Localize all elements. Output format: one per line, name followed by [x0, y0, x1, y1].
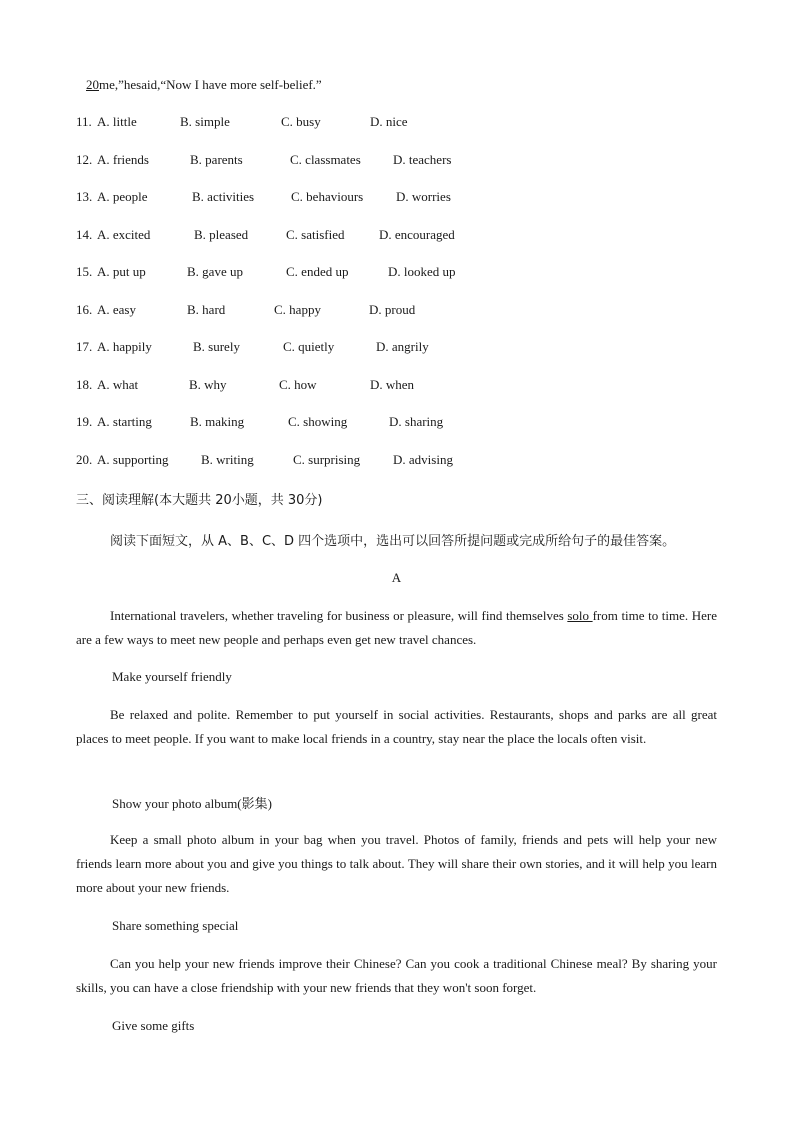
option-a: A. people — [97, 189, 148, 204]
question-number: 20. — [76, 451, 93, 467]
subheading-1: Make yourself friendly — [112, 669, 232, 684]
section-instruction: 阅读下面短文，从 A、B、C、D 四个选项中，选出可以回答所提问题或完成所给句子的最佳答案。 — [110, 534, 676, 549]
option-d: D. when — [370, 376, 415, 392]
question-number: 18. — [76, 376, 93, 392]
option-d: D. encouraged — [379, 226, 455, 242]
option-a: A. what — [97, 376, 139, 392]
subheading-2: Show your photo album(影集) — [112, 796, 272, 811]
underlined-word: solo — [567, 608, 593, 623]
option-a: A. excited — [97, 226, 151, 242]
option-c: C. busy — [281, 114, 321, 129]
passage-paragraph-3: Keep a small photo album in your bag when you travel. Photos of family, friends and pets will help your new friends learn more about you and give you things to talk about. They will share their own stories, and it will help you learn more about your new friends. — [76, 832, 717, 895]
option-b: B. hard — [187, 301, 226, 317]
question-number: 11. — [76, 114, 92, 129]
option-d: D. advising — [393, 451, 453, 467]
question-number: 12. — [76, 151, 93, 167]
option-b: B. making — [190, 414, 245, 429]
fragment-text: me,”hesaid,“Now I have more self-belief.” — [99, 77, 322, 92]
option-c: C. surprising — [293, 451, 361, 467]
option-d: D. angrily — [376, 339, 429, 354]
option-b: B. activities — [192, 189, 255, 204]
option-a: A. little — [97, 114, 137, 129]
question-number: 15. — [76, 264, 93, 279]
option-a: A. happily — [97, 339, 152, 354]
option-c: C. happy — [274, 301, 321, 317]
option-b: B. parents — [190, 151, 243, 167]
option-d: D. worries — [396, 189, 451, 204]
paragraph-text: International travelers, whether traveling for business or pleasure, will find themselves — [110, 608, 568, 623]
option-c: C. ended up — [286, 264, 349, 279]
option-c: C. satisfied — [286, 226, 345, 242]
question-number: 19. — [76, 414, 93, 429]
option-a: A. starting — [97, 414, 152, 429]
passage-paragraph-2: Be relaxed and polite. Remember to put yourself in social activities. Restaurants, shops and parks are all great places to meet people. If you want to make local friends in a country, stay near the place the locals often visit. — [76, 707, 717, 746]
question-number: 16. — [76, 301, 93, 317]
option-a: A. supporting — [97, 451, 169, 467]
question-number: 13. — [76, 189, 93, 204]
subheading-3: Share something special — [112, 918, 239, 933]
option-c: C. how — [279, 376, 317, 392]
passage-paragraph-4: Can you help your new friends improve their Chinese? Can you cook a traditional Chinese meal? By sharing your skills, you can have a close friendship with your new friends that they won't soon forget. — [76, 956, 717, 995]
passage-paragraph-1 — [76, 604, 717, 652]
blank-number: 20 — [86, 77, 99, 92]
option-a: A. friends — [97, 151, 149, 167]
option-c: C. classmates — [290, 151, 361, 167]
question-number: 14. — [76, 226, 93, 242]
option-c: C. behaviours — [291, 189, 364, 204]
option-d: D. teachers — [393, 151, 452, 167]
option-b: B. writing — [201, 451, 254, 467]
option-b: B. why — [189, 376, 227, 392]
section-title: 三、阅读理解(本大题共 20小题，共 30分) — [76, 493, 323, 508]
option-c: C. showing — [288, 414, 348, 429]
fragment-line — [86, 77, 322, 93]
passage-label: A — [391, 570, 402, 585]
option-a: A. easy — [97, 301, 136, 317]
option-a: A. put up — [97, 264, 146, 279]
option-d: D. sharing — [389, 414, 444, 429]
option-c: C. quietly — [283, 339, 335, 354]
question-number: 17. — [76, 339, 93, 354]
option-d: D. proud — [369, 301, 416, 317]
option-b: B. surely — [193, 339, 240, 354]
option-b: B. pleased — [194, 226, 249, 242]
option-b: B. gave up — [187, 264, 243, 279]
option-d: D. nice — [370, 114, 408, 129]
option-d: D. looked up — [388, 264, 456, 279]
subheading-4: Give some gifts — [112, 1018, 195, 1033]
paragraph-text: from time to time. Here are a few ways to meet new people and perhaps even get new travel chances. — [76, 608, 717, 647]
option-b: B. simple — [180, 114, 230, 129]
